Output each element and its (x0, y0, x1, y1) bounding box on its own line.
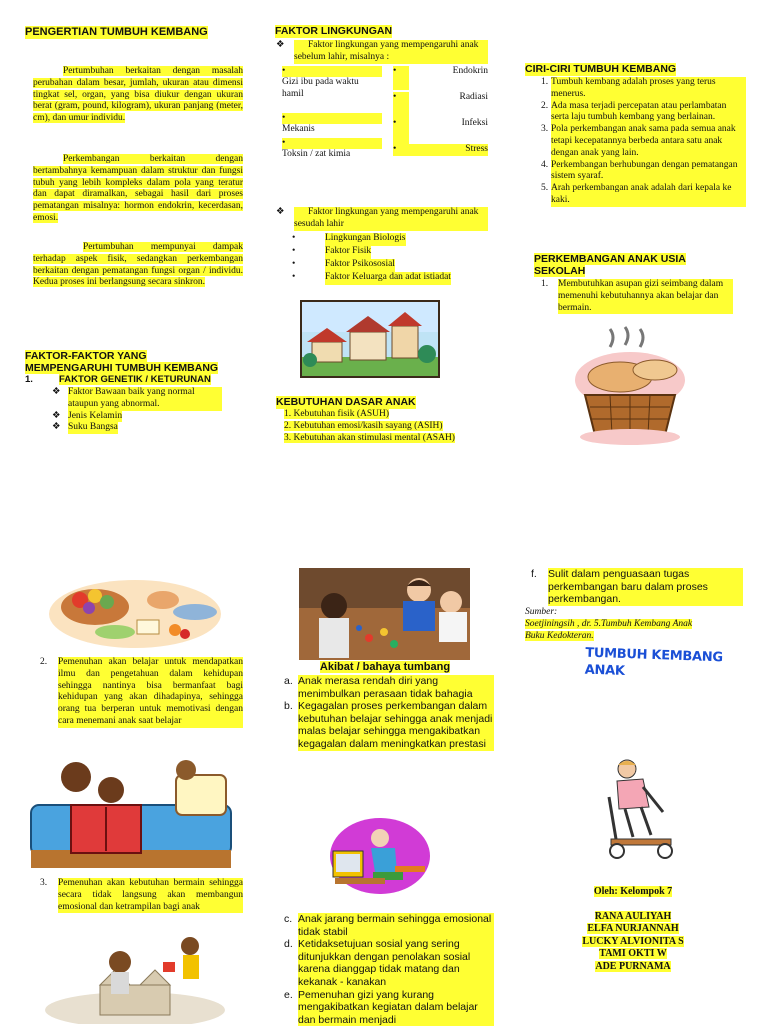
heading-usia-sekolah: PERKEMBANGAN ANAK USIA SEKOLAH (534, 253, 686, 277)
postnatal-list (292, 233, 477, 285)
list-item: 3. Pola perkembangan anak sama pada semua anak tetapi kecepatannya berbeda antara satu anak dengan anak yang lain. (541, 124, 746, 159)
member-name: ADE PURNAMA (595, 960, 671, 972)
list-item: • Faktor Fisik (292, 246, 477, 259)
heading-kebutuhan-dasar: KEBUTUHAN DASAR ANAK (276, 396, 416, 408)
sumber-label: Sumber: (525, 607, 558, 617)
list-item: • Faktor Keluarga dan adat istiadat (292, 272, 477, 285)
akibat-list-2 (284, 913, 494, 1026)
paragraph-perkembangan: Perkembangan berkaitan dengan bertambahnya kemampuan dalam struktur dan fungsi tubuh yang lebih kompleks dalam pola yang teratur dan dapat diramalkan, sebagai hasil dari proses pematangan misalnya: hormon endokrin, kecerdasan, emosi. (33, 154, 243, 223)
member-name: LUCKY ALVIONITA S (582, 935, 684, 947)
item-pemenuhan-bermain: 3. Pemenuhan akan kebutuhan bermain sehingga secara tidak langsung akan membangun emosional dan ketrampilan bagi anak (40, 878, 243, 912)
list-item: ❖ Suku Bangsa (52, 422, 118, 433)
list-item: • Lingkungan Biologis (292, 233, 477, 246)
list-item: d. Ketidaksetujuan sosial yang sering ditunjukkan dengan penolakan sosial karena dianggap tidak matang dan kekanak - kanakan (284, 938, 494, 988)
prenatal-intro: ❖ Faktor lingkungan yang mempengaruhi anak sebelum lahir, misalnya : (276, 40, 488, 64)
child-at-computer-illustration (325, 816, 435, 898)
item-f: f. Sulit dalam penguasaan tugas perkembangan baru dalam proses perkembangan. (531, 568, 743, 606)
list-item: 2. Kebutuhan emosi/kasih sayang (ASIH) (284, 420, 443, 431)
list-item: ❖ Faktor Bawaan baik yang normal ataupun yang abnormal. (52, 387, 222, 411)
heading-faktor-lingkungan: FAKTOR LINGKUNGAN (275, 25, 393, 37)
list-item: • Faktor Psikososial (292, 259, 477, 272)
sumber-line: Buku Kedokteran. (525, 630, 594, 641)
list-item: Gizi ibu pada waktu hamil (282, 77, 359, 99)
list-item: Mekanis (282, 124, 315, 134)
list-item: • Infeksi (393, 118, 488, 144)
usia-item: 1. Membutuhkan asupan gizi seimbang dalam memenuhi kebutuhannya akan belajar dan bermain. (541, 279, 733, 314)
credits-oleh: Oleh: Kelompok 7 (593, 886, 673, 897)
list-item: 3. Kebutuhan akan stimulasi mental (ASAH) (284, 432, 455, 443)
bullet: • (282, 66, 382, 77)
kebutuhan-list (284, 409, 494, 444)
bullet: • (282, 138, 382, 149)
list-item: 2. Ada masa terjadi percepatan atau perlambatan serta laju tumbuh kembang yang berlainan. (541, 101, 746, 125)
healthy-food-illustration (45, 572, 225, 652)
sumber-block (525, 607, 745, 642)
kids-playing-sand-illustration (45, 930, 225, 1024)
ciri-list (541, 77, 746, 207)
list-item: b. Kegagalan proses perkembangan dalam kebutuhan belajar sehingga anak menjadi malas belajar sehingga mengakibatkan kegagalan dalam meningkatkan prestasi (284, 700, 493, 750)
tumbuh-kembang-logo: TUMBUH KEMBANG ANAK (584, 645, 723, 679)
list-item: • Stress (393, 144, 488, 154)
list-item: • Radiasi (393, 92, 488, 118)
paragraph-pertumbuhan: Pertumbuhan berkaitan dengan masalah perubahan dalam besar, jumlah, ukuran atau dimensi tingkat sel, organ, yang bisa diukur dengan ukuran berat (gram, pound, kilogram), ukuran panjang (meter, cm), dan umur individu. (33, 66, 243, 124)
child-scooter-illustration (603, 757, 685, 862)
prenatal-left-list (282, 66, 382, 161)
bullet: • (282, 113, 382, 124)
heading-faktor-faktor: FAKTOR-FAKTOR YANG MEMPENGARUHI TUMBUH KEMBANG 1. FAKTOR GENETIK / KETURUNAN (25, 350, 219, 385)
heading-akibat: Akibat / bahaya tumbang (319, 661, 451, 673)
heading-ciri-ciri: CIRI-CIRI TUMBUH KEMBANG (525, 63, 677, 75)
genetik-list (52, 387, 222, 434)
list-item: c. Anak jarang bermain sehingga emosional tidak stabil (284, 913, 494, 938)
children-playing-photo (299, 568, 470, 660)
postnatal-intro: ❖ Faktor lingkungan yang mempengaruhi anak sesudah lahir (276, 207, 488, 231)
list-item: a. Anak merasa rendah diri yang menimbulkan perasaan tidak bahagia (284, 675, 494, 700)
list-item: 5. Arah perkembangan anak adalah dari kepala ke kaki. (541, 183, 746, 207)
parent-reading-illustration (26, 755, 236, 875)
prenatal-right-list (393, 66, 488, 156)
list-item: e. Pemenuhan gizi yang kurang mengakibatkan kegiatan dalam belajar dan bermain menjadi (284, 989, 494, 1026)
akibat-list-1 (284, 675, 494, 751)
bread-basket-illustration (570, 325, 695, 447)
list-item: 1. Kebutuhan fisik (ASUH) (284, 409, 390, 419)
member-name: RANA AULIYAH (594, 910, 672, 922)
list-item: 1. Tumbuh kembang adalah proses yang terus menerus. (541, 77, 746, 101)
list-item: • Endokrin (393, 66, 488, 90)
item-pemenuhan-belajar: 2. Pemenuhan akan belajar untuk mendapatkan ilmu dan pengetahuan dalam kehidupan sehingga nantinya bisa bermanfaat bagi kehidupan yang akan dihadapinya, sehingga orang tua berperan untuk memotivasi dengan cara menemani anak saat belajar (40, 657, 243, 726)
member-name: ELFA NURJANNAH (587, 923, 679, 934)
member-name: TAMI OKTI W (599, 948, 667, 959)
list-item: ❖ Jenis Kelamin (52, 410, 123, 421)
credits-block (548, 886, 718, 973)
paragraph-dampak: Pertumbuhan mempunyai dampak terhadap aspek fisik, sedangkan perkembangan berkaitan dengan pematangan fungsi organ / individu. Kedua proses ini berlangsung secara sinkron. (33, 242, 243, 288)
heading-pengertian: PENGERTIAN TUMBUH KEMBANG (25, 26, 208, 38)
sumber-line: Soetjiningsih , dr. 5.Tumbuh Kembang Anak (525, 618, 693, 629)
list-item: 4. Perkembangan berhubungan dengan pematangan sistem syaraf. (541, 160, 746, 184)
houses-illustration (300, 300, 440, 378)
list-item: Toksin / zat kimia (282, 149, 351, 159)
